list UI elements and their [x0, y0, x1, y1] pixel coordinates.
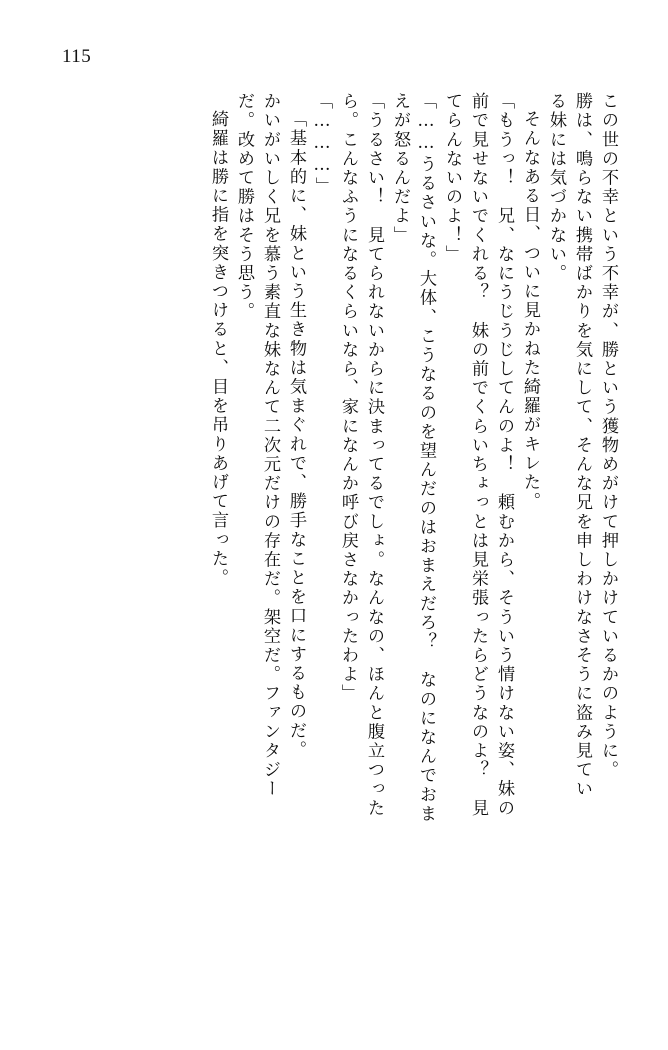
- text-column: この世の不幸という不幸が、勝という獲物めがけて押しかけているかのように。: [598, 92, 618, 780]
- text-column: る妹には気づかない。: [546, 92, 566, 283]
- text-column: 前で見せないでくれる？ 妹の前でくらいちょっとは見栄張ったらどうなのよ？ 見: [468, 92, 488, 818]
- text-column: えが怒るんだよ」: [390, 92, 410, 245]
- text-column: 綺羅は勝に指を突きつけると、目を吊りあげて言った。: [208, 110, 228, 588]
- text-column: だ。改めて勝はそう思う。: [234, 92, 254, 322]
- text-column: ら。こんなふうになるくらいなら、家になんか呼び戻さなかったわよ」: [338, 92, 358, 704]
- text-column: 「うるさい！ 見てられないからに決まってるでしょ。なんなの、ほんと腹立つった: [364, 92, 384, 818]
- text-column: 「基本的に、妹という生き物は気まぐれで、勝手なことを口にするものだ。: [286, 110, 306, 760]
- text-column: 「………」: [312, 92, 332, 196]
- text-column: 「……うるさいな。大体、こうなるのを望んだのはおまえだろ？ なのになんでおま: [416, 92, 436, 824]
- text-column: 勝は、鳴らない携帯ばかりを気にして、そんな兄を申しわけなさそうに盗み見てい: [572, 92, 592, 799]
- text-column: かいがいしく兄を慕う素直な妹なんて二次元だけの存在だ。架空だ。ファンタジー: [260, 92, 280, 799]
- text-column: 「もうっ！ 兄、なにうじうじしてんのよ！ 頼むから、そういう情けない姿、妹の: [494, 92, 514, 818]
- text-column: そんなある日、ついに見かねた綺羅がキレた。: [520, 110, 540, 512]
- vertical-text-block: [56, 92, 616, 997]
- text-column: てらんないのよ！」: [442, 92, 462, 264]
- page-number: 115: [62, 46, 92, 67]
